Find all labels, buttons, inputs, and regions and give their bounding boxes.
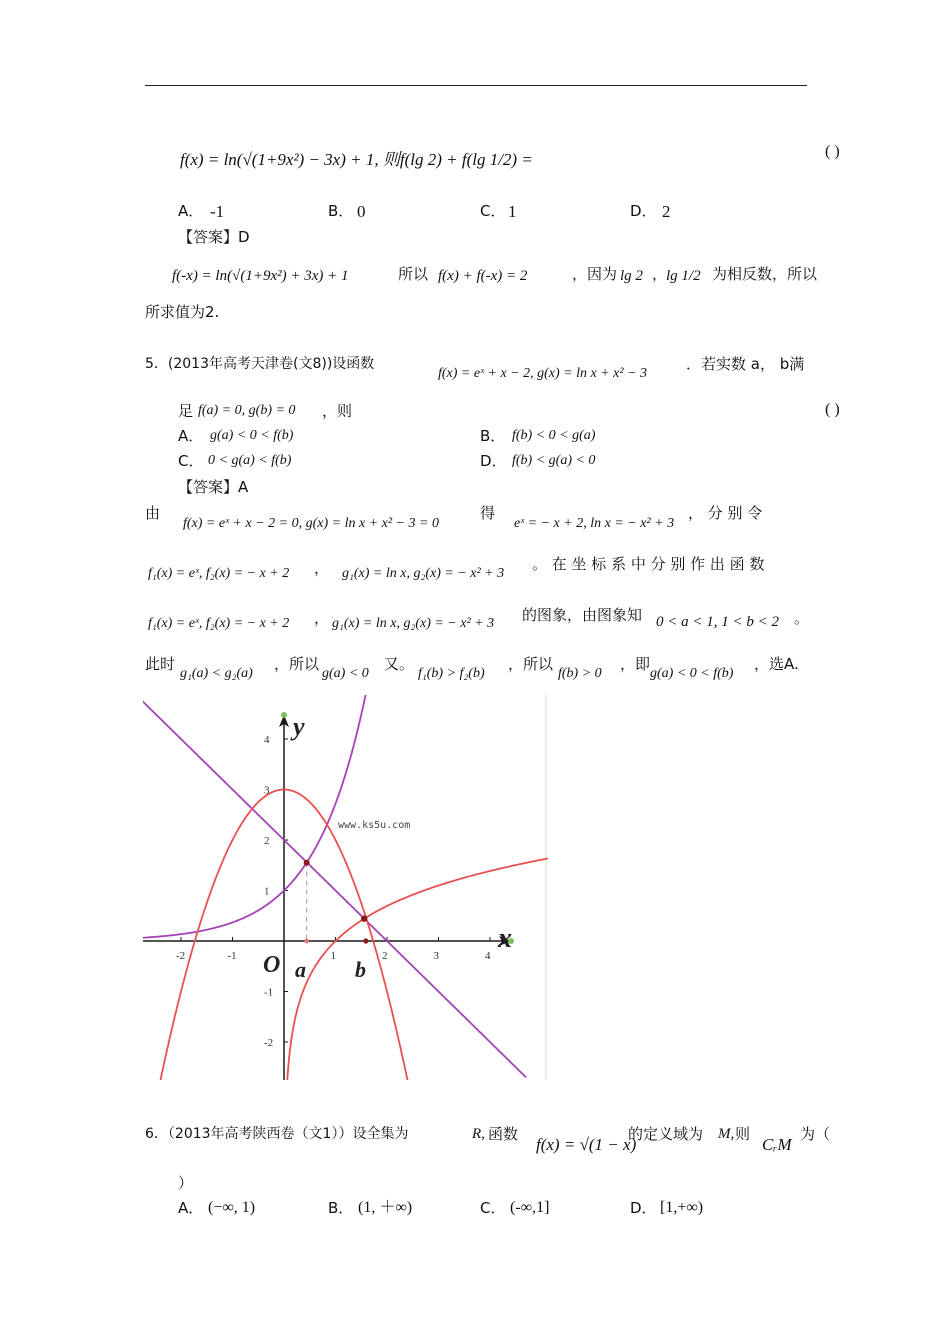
q6-close: ） xyxy=(178,1174,194,1192)
q5-sol3-math3: 0 < a < 1, 1 < b < 2 xyxy=(656,614,779,630)
y-tick-label: 1 xyxy=(264,885,270,898)
q5-sol4-math1: g₁(a) < g₂(a) xyxy=(180,666,253,681)
q5-sol3-math: f₁(x) = eˣ, f₂(x) = − x + 2 xyxy=(148,616,290,631)
q6-option-c-label: C． xyxy=(480,1199,506,1217)
x-tick-label: 3 xyxy=(433,950,439,962)
q5-functions: f(x) = eˣ + x − 2, g(x) = ln x + x² − 3 xyxy=(438,366,648,381)
point-a-on-axis xyxy=(304,939,309,944)
q5-option-b: f(b) < 0 < g(a) xyxy=(512,428,596,443)
q6-head: 6．（2013年高考陕西卷（文1））设全集为 xyxy=(145,1126,409,1142)
q6-option-d-label: D． xyxy=(630,1199,657,1217)
q4-stem: f(x) = ln(√(1+9x²) − 3x) + 1, 则f(lg 2) + f(lg 1/2) = xyxy=(180,150,533,169)
y-axis-label: y xyxy=(293,712,305,741)
x-tick-label: -2 xyxy=(176,950,186,962)
q5-bracket: ( ) xyxy=(825,401,840,418)
point-a-intersection xyxy=(304,860,310,866)
q5-sol4-a: 此时 xyxy=(145,655,176,673)
x-tick-label: 4 xyxy=(485,950,491,962)
q4-option-a-label: A． xyxy=(178,202,204,220)
q5-sol1-b: 得 xyxy=(480,504,496,522)
q5-line2-math: f(a) = 0, g(b) = 0 xyxy=(198,403,296,418)
y-tick-label: 3 xyxy=(264,784,270,797)
graph-axes xyxy=(143,712,514,1080)
curve-g1-ln xyxy=(286,858,548,1080)
q5-sol3-e: 。 xyxy=(794,609,810,627)
q5-sol3-math2: g₁(x) = ln x, g₂(x) = − x² + 3 xyxy=(332,616,495,631)
x-tick-label: 2 xyxy=(382,950,388,962)
q6-option-b: (1, ＋∞) xyxy=(358,1199,413,1216)
q5-option-a-label: A． xyxy=(178,427,204,445)
q5-sol1-c: ， 分 别 令 xyxy=(688,504,763,522)
q5-sol4-f: ，选A. xyxy=(754,655,799,673)
q6-set-m: M, xyxy=(718,1126,735,1142)
q4-solution-1-text-a: 所以 xyxy=(398,265,429,283)
q5-line2-a: 足 xyxy=(178,402,194,420)
q4-answer-label: 【答案】D xyxy=(178,228,250,246)
curve-f2-line xyxy=(143,699,526,1078)
q6-option-a-label: A． xyxy=(178,1199,204,1217)
q5-tail: ．若实数 a， b满 xyxy=(686,355,805,373)
point-b-label: b xyxy=(355,957,366,982)
x-tick-label: 1 xyxy=(330,950,336,962)
q6-tail3: 为（ xyxy=(800,1125,831,1143)
x-tick-label: -1 xyxy=(227,950,237,962)
x-axis-label: x xyxy=(498,923,512,954)
q5-sol4-d: ，所以 xyxy=(508,655,554,673)
q6-option-d: [1,+∞) xyxy=(660,1199,704,1216)
graph-curves xyxy=(143,695,548,1080)
point-b-intersection xyxy=(361,915,367,921)
q6-set-r: R, xyxy=(472,1126,485,1142)
q4-option-c-label: C． xyxy=(480,202,506,220)
q5-sol4-math2: g(a) < 0 xyxy=(322,666,369,681)
q5-head: 5．(2013年高考天津卷(文8))设函数 xyxy=(145,356,375,372)
q6-mid: 函数 xyxy=(488,1125,519,1143)
q5-option-a: g(a) < 0 < f(b) xyxy=(210,428,294,443)
q6-complement: CᵣM xyxy=(762,1135,792,1154)
point-a-label: a xyxy=(295,957,306,982)
curve-f1-exp xyxy=(143,695,366,938)
q4-solution-1-text-c: 为相反数，所以 xyxy=(712,265,818,283)
q5-sol2-d: 。 在 坐 标 系 中 分 别 作 出 函 数 xyxy=(532,555,765,573)
q5-option-b-label: B． xyxy=(480,427,506,445)
q4-bracket: ( ) xyxy=(825,143,840,160)
y-tick-label: 4 xyxy=(264,734,270,746)
q4-solution-1-lghalf: lg 1/2 xyxy=(666,268,701,284)
q5-sol3-d: 的图象，由图象知 xyxy=(522,606,643,624)
q6-tail2: 则 xyxy=(735,1125,751,1143)
q6-tail: 的定义域为 xyxy=(628,1125,704,1143)
q4-option-d-label: D． xyxy=(630,202,657,220)
q4-solution-2: 所求值为2. xyxy=(145,303,220,321)
q5-sol4-math4: f(b) > 0 xyxy=(558,666,602,681)
q4-solution-1-mid: f(x) + f(-x) = 2 xyxy=(438,268,528,284)
q5-option-d: f(b) < g(a) < 0 xyxy=(512,453,596,468)
q5-sol4-c: 又。 xyxy=(384,655,415,673)
q5-sol1-math2: eˣ = − x + 2, ln x = − x² + 3 xyxy=(514,516,675,531)
y-tick-label: 2 xyxy=(264,835,270,847)
q5-sol4-b: ，所以 xyxy=(274,655,320,673)
q4-option-d-value: 2 xyxy=(662,202,671,221)
q5-sol3-c: ， xyxy=(314,609,330,627)
q4-option-b-label: B． xyxy=(328,202,354,220)
q5-answer-label: 【答案】A xyxy=(178,478,249,496)
q5-line2-b: ，则 xyxy=(322,402,353,420)
q4-solution-1-text-b: ，因为 xyxy=(572,265,618,283)
q4-option-b-value: 0 xyxy=(357,202,366,221)
q5-sol1-a: 由 xyxy=(145,504,161,522)
q4-option-a-value: -1 xyxy=(210,202,225,221)
q4-solution-1-lg2: lg 2 xyxy=(620,268,643,284)
y-axis-end-dot xyxy=(281,712,287,718)
y-tick-label: -1 xyxy=(264,986,274,999)
header-rule xyxy=(145,85,807,86)
q5-option-c-label: C． xyxy=(178,452,204,470)
q5-sol4-e: ，即 xyxy=(620,655,651,673)
q6-option-b-label: B． xyxy=(328,1199,354,1217)
q5-sol2-c: ， xyxy=(314,559,330,577)
origin-label: O xyxy=(263,952,281,978)
point-b-on-axis xyxy=(363,938,368,943)
q5-sol4-math5: g(a) < 0 < f(b) xyxy=(650,666,734,681)
q5-option-c: 0 < g(a) < f(b) xyxy=(208,453,292,468)
graph-watermark: www.ks5u.com xyxy=(338,820,411,831)
q6-function: f(x) = √(1 − x) xyxy=(536,1135,637,1154)
q5-option-d-label: D． xyxy=(480,452,507,470)
q5-sol2-math: f₁(x) = eˣ, f₂(x) = − x + 2 xyxy=(148,566,290,581)
function-graph xyxy=(143,695,548,1080)
y-tick-label: -2 xyxy=(264,1037,274,1049)
q4-option-c-value: 1 xyxy=(508,202,517,221)
q4-solution-1: f(-x) = ln(√(1+9x²) + 3x) + 1 xyxy=(172,268,349,284)
q4-solution-1-comma: ， xyxy=(652,265,668,283)
q5-sol4-math3: f₁(b) > f₂(b) xyxy=(418,666,485,681)
q5-sol1-math: f(x) = eˣ + x − 2 = 0, g(x) = ln x + x² − 3 = 0 xyxy=(183,516,439,531)
q5-sol2-math2: g₁(x) = ln x, g₂(x) = − x² + 3 xyxy=(342,566,505,581)
q6-option-a: (−∞, 1) xyxy=(208,1199,256,1216)
q6-option-c: (-∞,1] xyxy=(510,1199,550,1216)
